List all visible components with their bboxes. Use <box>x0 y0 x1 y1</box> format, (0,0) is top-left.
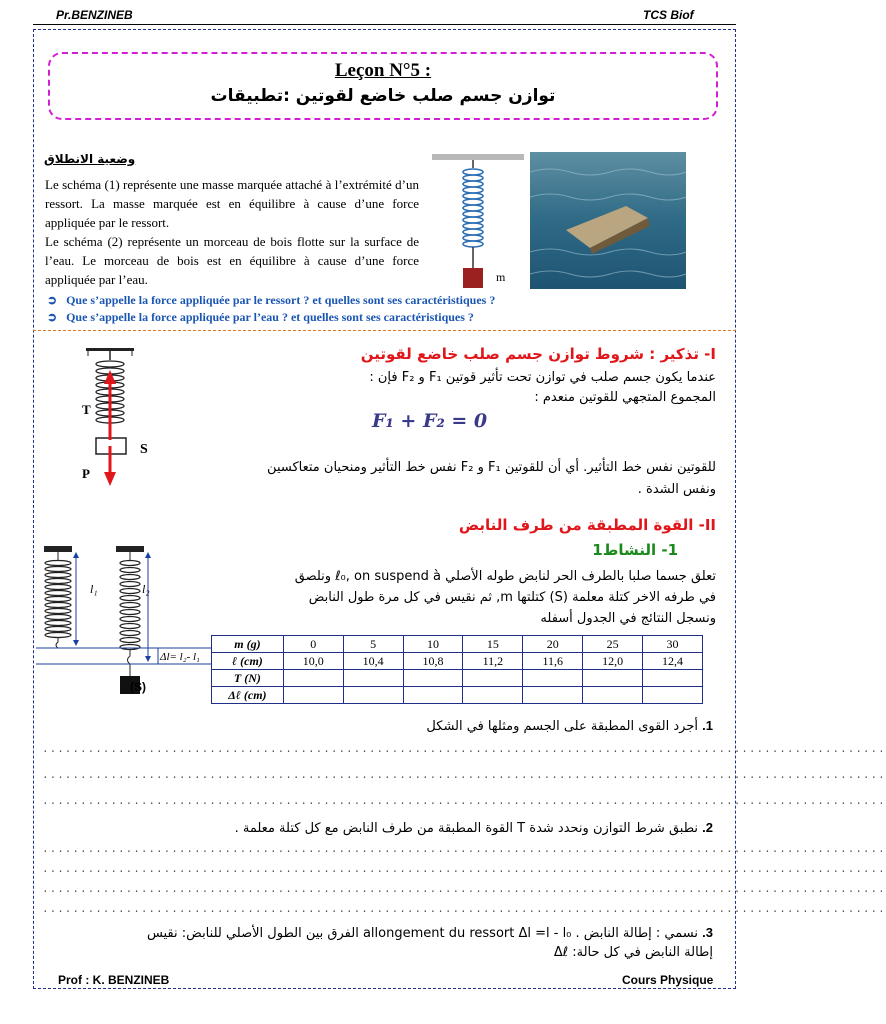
section1-line3: للقوتين نفس خط التأثير. أي أن للقوتين F₁ و F₂ نفس خط التأثير ومنحيان متعاكسين <box>267 460 716 475</box>
intro-heading: وضعية الانطلاق <box>44 152 136 166</box>
row-header: m (g) <box>212 636 284 653</box>
answer-line[interactable]: ............................................................................................................... <box>42 770 886 782</box>
table-cell[interactable] <box>643 687 703 704</box>
table-cell[interactable] <box>403 687 463 704</box>
question-1: 1. أجرد القوى المطبقة على الجسم ومثلها في الشكل <box>426 718 713 734</box>
section2-line3: ونسجل النتائج في الجدول أسفله <box>540 611 716 626</box>
answer-line[interactable]: ............................................................................................................... <box>42 744 886 756</box>
section-divider <box>33 330 736 331</box>
table-cell: 10,8 <box>403 653 463 670</box>
table-cell[interactable] <box>583 687 643 704</box>
table-cell: 30 <box>643 636 703 653</box>
spring-elongation-figure <box>36 544 214 704</box>
row-header: T (N) <box>212 670 284 687</box>
table-row <box>212 670 703 687</box>
length-l2-label: l₂ <box>142 582 150 596</box>
table-cell: 20 <box>523 636 583 653</box>
footer-subject: Cours Physique <box>622 973 714 987</box>
intro-paragraph-2: Le schéma (2) représente un morceau de bois flotte sur la surface de l’eau. Le morceau de bois est en équilibre à cause d’une force appliquée par l’eau. <box>45 234 419 287</box>
table-cell[interactable] <box>343 670 403 687</box>
answer-line[interactable]: ............................................................................................................... <box>42 864 886 876</box>
row-header: ℓ (cm) <box>212 653 284 670</box>
lesson-title: Leçon N°5 : <box>334 60 432 81</box>
question-1-number: 1. <box>702 718 713 733</box>
row-header: Δℓ (cm) <box>212 687 284 704</box>
header-class: TCS Biof <box>643 8 694 22</box>
section1-line2: المجموع المتجهي للقوتين منعدم : <box>534 390 716 405</box>
table-row <box>212 687 703 704</box>
table-cell: 10,0 <box>283 653 343 670</box>
answer-line[interactable]: ............................................................................................................... <box>42 844 886 856</box>
table-cell[interactable] <box>523 670 583 687</box>
spring-coils <box>463 169 483 247</box>
table-cell: 5 <box>343 636 403 653</box>
question-2-number: 2. <box>702 820 713 835</box>
table-cell[interactable] <box>523 687 583 704</box>
section2-line1: تعلق جسما صلبا بالطرف الحر لنابض طوله الأصلي ℓ₀, on suspend à ونلصق <box>294 569 716 584</box>
table-cell[interactable] <box>343 687 403 704</box>
length-l1-label: l₁ <box>90 582 98 596</box>
tension-label: T <box>82 402 91 417</box>
intro-paragraph-1: Le schéma (1) représente une masse marquée attaché à l’extrémité d’un ressort. La masse marquée est en équilibre à cause d’une force appliquée par le ressort. <box>45 177 419 230</box>
section1-line4: ونفس الشدة . <box>637 482 716 497</box>
vector-equation: F₁ + F₂ = 0 <box>372 410 488 432</box>
solid-label: S <box>140 442 148 457</box>
table-cell[interactable] <box>283 670 343 687</box>
table-cell: 10,4 <box>343 653 403 670</box>
arrow-icon: ➲ <box>47 293 58 307</box>
header-author: Pr.BENZINEB <box>56 8 133 22</box>
table-cell[interactable] <box>463 670 523 687</box>
spring-mass-figure <box>430 150 526 290</box>
section2-title: II- القوة المطبقة من طرف النابض <box>458 516 716 534</box>
table-cell: 0 <box>283 636 343 653</box>
question-3: 3. نسمي : إطالة النابض . allongement du ressort Δl =l - l₀ الفرق بين الطول الأصلي للنابض: نقيس <box>146 925 713 941</box>
answer-line[interactable]: ............................................................................................................... <box>42 904 886 916</box>
activity-title: 1- النشاط1 <box>592 541 678 559</box>
question-3-continued: إطالة النابض في كل حالة: Δℓ <box>553 945 713 960</box>
table-cell[interactable] <box>643 670 703 687</box>
table-cell[interactable] <box>583 670 643 687</box>
footer-author: Prof : K. BENZINEB <box>58 973 170 987</box>
question-2: 2. نطبق شرط التوازن ونحدد شدة T القوة المطبقة من طرف النابض مع كل كتلة معلمة . <box>234 820 713 836</box>
answer-line[interactable]: ............................................................................................................... <box>42 884 886 896</box>
solid-s-label: (S) <box>130 680 146 694</box>
table-cell[interactable] <box>283 687 343 704</box>
wood-floating-photo <box>530 152 686 289</box>
table-cell: 25 <box>583 636 643 653</box>
table-cell[interactable] <box>463 687 523 704</box>
table-cell: 11,2 <box>463 653 523 670</box>
header-rule <box>33 24 736 25</box>
table-cell[interactable] <box>403 670 463 687</box>
answer-line[interactable]: ............................................................................................................... <box>42 796 886 808</box>
section1-line1: عندما يكون جسم صلب في توازن تحت تأثير قوتين F₁ و F₂ فإن : <box>369 370 716 385</box>
intro-question-1: ➲ Que s’appelle la force appliquée par le ressort ? et quelles sont ses caractéristiques ? <box>47 293 496 307</box>
section2-line2: في طرفه الاخر كتلة معلمة (S) كتلتها m, ثم نقيس في كل مرة طول النابض <box>308 590 716 605</box>
table-cell: 15 <box>463 636 523 653</box>
table-cell: 12,4 <box>643 653 703 670</box>
elongation-label: Δl= l₂- l₁ <box>160 651 200 663</box>
table-row <box>212 653 703 670</box>
table-cell: 12,0 <box>583 653 643 670</box>
measurement-table <box>211 635 703 704</box>
arrow-icon: ➲ <box>47 310 58 324</box>
section1-title: I- تذكير : شروط توازن جسم صلب خاضع لقوتين <box>360 345 716 363</box>
question-3-number: 3. <box>702 925 713 940</box>
table-row <box>212 636 703 653</box>
table-cell: 10 <box>403 636 463 653</box>
intro-question-2: ➲ Que s’appelle la force appliquée par l’eau ? et quelles sont ses caractéristiques ? <box>47 310 474 324</box>
lesson-subtitle: توازن جسم صلب خاضع لقوتين :تطبيقات <box>210 86 556 106</box>
weight-label: P <box>82 466 90 481</box>
mass-label: m <box>496 270 506 284</box>
table-cell: 11,6 <box>523 653 583 670</box>
